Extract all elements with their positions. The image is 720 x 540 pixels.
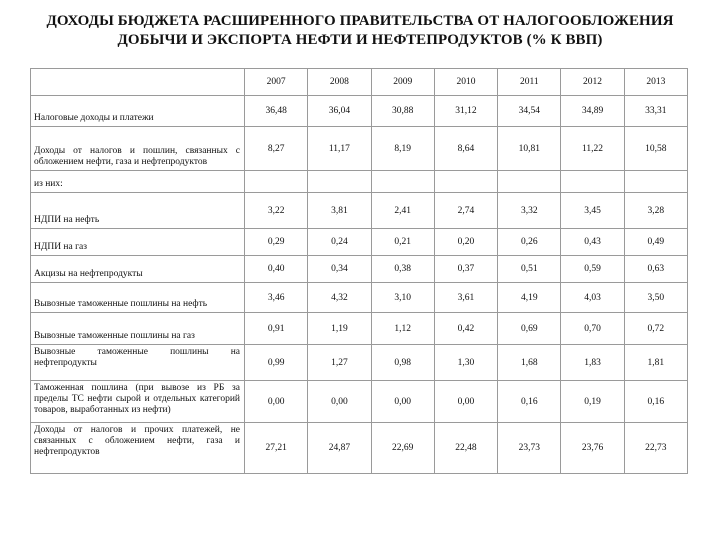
value-cell: 11,22 bbox=[561, 127, 624, 171]
empty-cell bbox=[434, 171, 497, 193]
row-label: Вывозные таможенные пошлины на нефть bbox=[31, 283, 245, 313]
value-cell: 22,73 bbox=[624, 423, 687, 474]
table-row bbox=[31, 229, 688, 256]
value-cell: 22,48 bbox=[434, 423, 497, 474]
row-label: Акцизы на нефтепродукты bbox=[31, 256, 245, 283]
title-line-2: ДОБЫЧИ И ЭКСПОРТА НЕФТИ И НЕФТЕПРОДУКТОВ (% К ВВП) bbox=[117, 32, 603, 48]
empty-cell bbox=[498, 171, 561, 193]
table-row bbox=[31, 96, 688, 127]
subheader-row bbox=[31, 171, 688, 193]
value-cell: 1,68 bbox=[498, 345, 561, 381]
value-cell: 0,70 bbox=[561, 313, 624, 345]
value-cell: 3,28 bbox=[624, 193, 687, 229]
value-cell: 30,88 bbox=[371, 96, 434, 127]
value-cell: 0,43 bbox=[561, 229, 624, 256]
value-cell: 3,45 bbox=[561, 193, 624, 229]
title-line-1: ДОХОДЫ БЮДЖЕТА РАСШИРЕННОГО ПРАВИТЕЛЬСТВА ОТ НАЛОГООБЛОЖЕНИЯ bbox=[46, 13, 674, 29]
value-cell: 1,27 bbox=[308, 345, 371, 381]
empty-cell bbox=[624, 171, 687, 193]
value-cell: 0,40 bbox=[245, 256, 308, 283]
row-label: Доходы от налогов и прочих платежей, не связанных с обложением нефти, газа и нефтепродуктов bbox=[31, 423, 245, 474]
year-header: 2013 bbox=[624, 69, 687, 96]
value-cell: 0,19 bbox=[561, 381, 624, 423]
row-label: Вывозные таможенные пошлины на нефтепродукты bbox=[31, 345, 245, 381]
value-cell: 24,87 bbox=[308, 423, 371, 474]
value-cell: 10,58 bbox=[624, 127, 687, 171]
row-label: НДПИ на нефть bbox=[31, 193, 245, 229]
value-cell: 1,30 bbox=[434, 345, 497, 381]
table-row bbox=[31, 423, 688, 474]
value-cell: 34,89 bbox=[561, 96, 624, 127]
header-corner-cell bbox=[31, 69, 245, 96]
row-label: Налоговые доходы и платежи bbox=[31, 96, 245, 127]
value-cell: 36,48 bbox=[245, 96, 308, 127]
table-row bbox=[31, 256, 688, 283]
header-row bbox=[31, 69, 688, 96]
table-row bbox=[31, 193, 688, 229]
value-cell: 1,19 bbox=[308, 313, 371, 345]
value-cell: 0,38 bbox=[371, 256, 434, 283]
value-cell: 34,54 bbox=[498, 96, 561, 127]
value-cell: 0,21 bbox=[371, 229, 434, 256]
year-header: 2012 bbox=[561, 69, 624, 96]
value-cell: 8,64 bbox=[434, 127, 497, 171]
year-header: 2011 bbox=[498, 69, 561, 96]
value-cell: 0,00 bbox=[434, 381, 497, 423]
year-header: 2008 bbox=[308, 69, 371, 96]
value-cell: 4,03 bbox=[561, 283, 624, 313]
value-cell: 3,10 bbox=[371, 283, 434, 313]
value-cell: 3,81 bbox=[308, 193, 371, 229]
value-cell: 0,20 bbox=[434, 229, 497, 256]
value-cell: 0,00 bbox=[371, 381, 434, 423]
value-cell: 3,61 bbox=[434, 283, 497, 313]
value-cell: 3,22 bbox=[245, 193, 308, 229]
table-row bbox=[31, 345, 688, 381]
year-header: 2007 bbox=[245, 69, 308, 96]
revenue-table bbox=[30, 68, 688, 474]
value-cell: 33,31 bbox=[624, 96, 687, 127]
value-cell: 31,12 bbox=[434, 96, 497, 127]
row-label: Вывозные таможенные пошлины на газ bbox=[31, 313, 245, 345]
value-cell: 0,63 bbox=[624, 256, 687, 283]
row-label: Доходы от налогов и пошлин, связанных с обложением нефти, газа и нефтепродуктов bbox=[31, 127, 245, 171]
value-cell: 0,37 bbox=[434, 256, 497, 283]
value-cell: 0,29 bbox=[245, 229, 308, 256]
value-cell: 0,51 bbox=[498, 256, 561, 283]
value-cell: 0,72 bbox=[624, 313, 687, 345]
table-row bbox=[31, 283, 688, 313]
value-cell: 0,99 bbox=[245, 345, 308, 381]
value-cell: 4,19 bbox=[498, 283, 561, 313]
value-cell: 0,98 bbox=[371, 345, 434, 381]
value-cell: 36,04 bbox=[308, 96, 371, 127]
value-cell: 0,00 bbox=[245, 381, 308, 423]
value-cell: 0,16 bbox=[624, 381, 687, 423]
value-cell: 0,26 bbox=[498, 229, 561, 256]
empty-cell bbox=[245, 171, 308, 193]
value-cell: 1,83 bbox=[561, 345, 624, 381]
value-cell: 0,00 bbox=[308, 381, 371, 423]
value-cell: 0,91 bbox=[245, 313, 308, 345]
value-cell: 1,12 bbox=[371, 313, 434, 345]
empty-cell bbox=[308, 171, 371, 193]
value-cell: 3,50 bbox=[624, 283, 687, 313]
value-cell: 10,81 bbox=[498, 127, 561, 171]
value-cell: 0,24 bbox=[308, 229, 371, 256]
value-cell: 0,34 bbox=[308, 256, 371, 283]
value-cell: 0,49 bbox=[624, 229, 687, 256]
empty-cell bbox=[561, 171, 624, 193]
value-cell: 1,81 bbox=[624, 345, 687, 381]
value-cell: 4,32 bbox=[308, 283, 371, 313]
value-cell: 3,46 bbox=[245, 283, 308, 313]
empty-cell bbox=[371, 171, 434, 193]
value-cell: 8,27 bbox=[245, 127, 308, 171]
value-cell: 0,69 bbox=[498, 313, 561, 345]
row-label: НДПИ на газ bbox=[31, 229, 245, 256]
value-cell: 22,69 bbox=[371, 423, 434, 474]
value-cell: 0,16 bbox=[498, 381, 561, 423]
value-cell: 23,76 bbox=[561, 423, 624, 474]
value-cell: 2,41 bbox=[371, 193, 434, 229]
table-row bbox=[31, 313, 688, 345]
subheader-label: из них: bbox=[31, 171, 245, 193]
table-body bbox=[31, 69, 688, 474]
value-cell: 27,21 bbox=[245, 423, 308, 474]
row-label: Таможенная пошлина (при вывозе из РБ за пределы ТС нефти сырой и отдельных категорий товаров, выработанных из нефти) bbox=[31, 381, 245, 423]
value-cell: 2,74 bbox=[434, 193, 497, 229]
value-cell: 23,73 bbox=[498, 423, 561, 474]
page-title bbox=[0, 12, 720, 50]
value-cell: 3,32 bbox=[498, 193, 561, 229]
value-cell: 11,17 bbox=[308, 127, 371, 171]
value-cell: 8,19 bbox=[371, 127, 434, 171]
year-header: 2010 bbox=[434, 69, 497, 96]
value-cell: 0,59 bbox=[561, 256, 624, 283]
year-header: 2009 bbox=[371, 69, 434, 96]
value-cell: 0,42 bbox=[434, 313, 497, 345]
table-row bbox=[31, 127, 688, 171]
table-row bbox=[31, 381, 688, 423]
